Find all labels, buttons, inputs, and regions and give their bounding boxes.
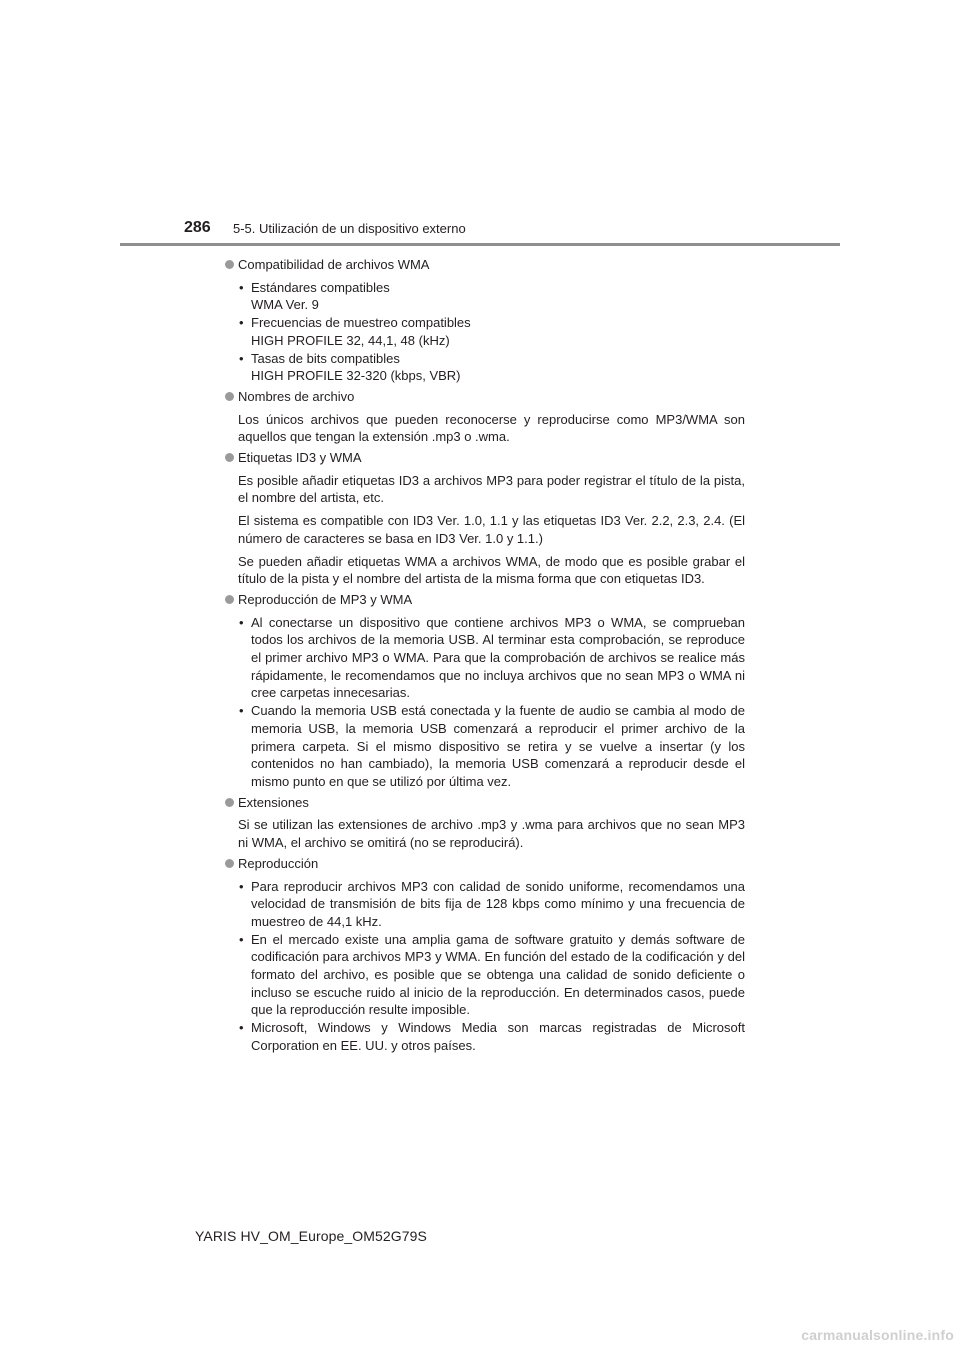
paragraph: Es posible añadir etiquetas ID3 a archivos MP3 para poder registrar el título de la pista, el nombre del artista, etc. — [238, 472, 745, 506]
bullet-list — [238, 878, 745, 1055]
footer-doc-code: YARIS HV_OM_Europe_OM52G79S — [195, 1228, 427, 1244]
list-item — [238, 314, 745, 349]
page-number: 286 — [184, 219, 211, 236]
list-item-text: Cuando la memoria USB está conectada y la fuente de audio se cambia al modo de memoria USB, la memoria USB comenzará a reproducir el primer archivo de la primera carpeta. Si el mismo dispositivo se retira y se vuelve a insertar (y los contenidos no han cambiado), la memoria USB comenzará a reproducir desde el mismo punto en que se utilizó por última vez. — [251, 703, 745, 789]
topic-section — [225, 256, 745, 385]
topic-section — [225, 855, 745, 1055]
list-item-text: Tasas de bits compatibles — [251, 350, 400, 366]
list-item-value: HIGH PROFILE 32, 44,1, 48 (kHz) — [251, 332, 450, 348]
topic-title-text: Etiquetas ID3 y WMA — [238, 450, 362, 466]
topic-section — [225, 388, 745, 446]
list-item-text: Frecuencias de muestreo compatibles — [251, 315, 471, 331]
topic-title-text: Nombres de archivo — [238, 388, 355, 404]
list-item-text: Estándares compatibles — [251, 279, 390, 295]
list-item — [238, 279, 745, 314]
paragraph: Si se utilizan las extensiones de archivo .mp3 y .wma para archivos que no sean MP3 ni WMA, el archivo se omitirá (no se reproducirá). — [238, 817, 745, 851]
circle-bullet-icon — [225, 798, 234, 807]
paragraph: El sistema es compatible con ID3 Ver. 1.0, 1.1 y las etiquetas ID3 Ver. 2.2, 2.3, 2.4. (El número de caracteres se basa en ID3 Ver. 1.0 y 1.1.) — [238, 513, 745, 546]
list-item-text: Al conectarse un dispositivo que contiene archivos MP3 o WMA, se comprueban todos los archivos de la memoria USB. Al terminar esta comprobación, se reproduce el primer archivo MP3 o WMA. Para que la comprobación de archivos se realice más rápidamente, le recomendamos que no incluya archivos que no sean MP3 o WMA ni cree carpetas innecesarias. — [251, 614, 745, 701]
list-item — [238, 702, 745, 791]
topic-title-text: Reproducción — [238, 855, 319, 871]
topic-title — [225, 388, 745, 406]
watermark: carmanualsonline.info — [801, 1327, 954, 1343]
topic-title — [225, 794, 745, 812]
topic-title-text: Extensiones — [238, 794, 309, 810]
topic-title — [225, 256, 745, 274]
list-item-text: Microsoft, Windows y Windows Media son marcas registradas de Microsoft Corporation en EE. UU. y otros países. — [251, 1020, 745, 1053]
paragraph: Se pueden añadir etiquetas WMA a archivos WMA, de modo que es posible grabar el título de la pista y el nombre del artista de la misma forma que con etiquetas ID3. — [238, 553, 745, 587]
list-item — [238, 350, 745, 385]
bullet-list — [238, 614, 745, 791]
topic-title — [225, 449, 745, 467]
topic-section — [225, 449, 745, 588]
topic-title — [225, 591, 745, 609]
circle-bullet-icon — [225, 392, 234, 401]
list-item — [238, 614, 745, 703]
section-header: 5-5. Utilización de un dispositivo externo — [233, 221, 466, 236]
list-item — [238, 878, 745, 931]
bullet-list — [238, 279, 745, 385]
circle-bullet-icon — [225, 260, 234, 269]
list-item-value: WMA Ver. 9 — [251, 297, 319, 313]
topic-section — [225, 591, 745, 791]
topic-title — [225, 855, 745, 873]
circle-bullet-icon — [225, 453, 234, 462]
list-item-text: En el mercado existe una amplia gama de software gratuito y demás software de codificación para archivos MP3 y WMA. En función del estado de la codificación y del formato del archivo, es posible que se obtenga una calidad de sonido deficiente o incluso se escuche ruido al inicio de la reproducción. En determinados casos, puede que la reproducción resulte imposible. — [251, 931, 745, 1018]
paragraph: Los únicos archivos que pueden reconocerse y reproducirse como MP3/WMA son aquellos que tengan la extensión .mp3 o .wma. — [238, 411, 745, 445]
topic-title-text: Reproducción de MP3 y WMA — [238, 591, 413, 607]
circle-bullet-icon — [225, 595, 234, 604]
content — [225, 256, 745, 1058]
topic-title-text: Compatibilidad de archivos WMA — [238, 257, 430, 272]
header-rule — [120, 243, 840, 246]
topic-section — [225, 794, 745, 852]
list-item-value: HIGH PROFILE 32-320 (kbps, VBR) — [251, 368, 461, 384]
list-item — [238, 1019, 745, 1054]
list-item — [238, 931, 745, 1020]
list-item-text: Para reproducir archivos MP3 con calidad de sonido uniforme, recomendamos una velocidad de transmisión de bits fija de 128 kbps como mínimo y una frecuencia de muestreo de 44,1 kHz. — [251, 878, 745, 929]
circle-bullet-icon — [225, 859, 234, 868]
